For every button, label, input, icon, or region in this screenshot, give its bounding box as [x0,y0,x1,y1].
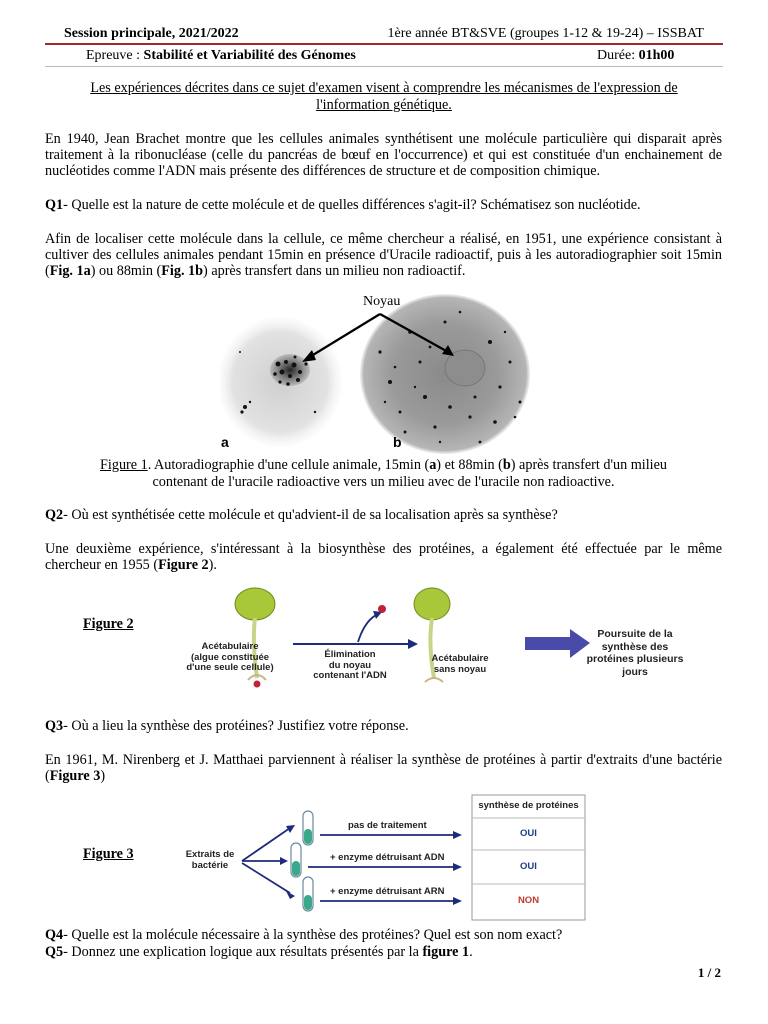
para2-text-b: ) ou 88min ( [90,263,162,280]
q3-text: - Où a lieu la synthèse des protéines? Justifiez votre réponse. [63,718,409,734]
fig1a-ref: Fig. 1a [49,263,91,280]
figure-1-caption [45,457,722,490]
caption-text-b: ) et 88min ( [436,457,503,473]
level-label: 1ère année BT&SVE (groupes 1-12 & 19-24) – ISSBAT [387,26,704,41]
intro-text: Les expériences décrites dans ce sujet d'examen visent à comprendre les mécanismes de l'expression de l'information génétique. [90,80,678,113]
figure-1-caption-title: Figure 1 [100,457,148,473]
duration-line [597,48,674,64]
fig1b-ref: Fig. 1b [161,263,204,280]
result-2: OUI [520,861,537,872]
q5-end: . [469,944,473,960]
figure-2-title: Figure 2 [83,616,134,632]
para4-text-a: En 1961, M. Nirenberg et J. Matthaei parviennent à réaliser la synthèse de protéines à partir d'extraits d'une bactérie ( [45,752,722,785]
page-number: 1 / 2 [697,965,721,980]
figure-1-autoradiography [220,292,530,454]
removal-label: Élimination du noyau contenant l'ADN [313,649,387,681]
duration-label: Durée: [597,48,639,63]
paragraph-1: En 1940, Jean Brachet montre que les cellules animales synthétisent une molécule particulière qui disparait après traitement à la ribonucléase (celle du pancréas de bœuf en l'occurrence) et qui est constituée d'un enchainement de nucléotides comme l'ADN mais présente des différences de structure et de composition chimique. [45,131,722,180]
question-5 [45,944,722,960]
result-1: OUI [520,828,537,839]
caption-line-2: contenant de l'uracile radioactive vers un milieu avec de l'uracile non radioactive. [152,473,615,490]
paragraph-2 [45,231,722,280]
figure-3-ref: Figure 3 [49,768,101,785]
noyau-label: Noyau [363,294,401,309]
header-rule [45,43,723,45]
para2-text-a: Afin de localiser cette molécule dans la cellule, ce même chercheur a réalisé, en 1951, une expérience consistant à cultiver des cellules animales pendant 15min en présence d'Uracile radioactif, puis à les autoradiographier soit 15min ( [45,231,722,280]
result-3: NON [517,895,540,906]
caption-text-a: . Autoradiographie d'une cellule animale, 15min ( [147,457,430,473]
right-acetabularia-label: Acétabulaire sans noyau [431,653,489,675]
paragraph-4 [45,752,722,784]
q2-text: - Où est synthétisée cette molécule et qu'advient-il de sa localisation après sa synthèse? [63,507,558,523]
removal-arrow [293,605,418,649]
question-4 [45,927,722,943]
para3-text-a: Une deuxième expérience, s'intéressant à la biosynthèse des protéines, a également été effectuée par le même chercheur en 1955 ( [45,541,722,574]
figure-1 [220,292,530,454]
paragraph-3 [45,541,722,573]
session-label: Session principale, 2021/2022 [64,26,239,41]
exam-title: Stabilité et Variabilité des Génomes [143,48,356,63]
figure-3 [180,793,590,923]
caption-ref-a: a [429,457,437,473]
question-3 [45,718,722,734]
para2-text-c: ) après transfert dans un milieu non radioactif. [203,263,466,280]
para3-text-b: ). [208,557,217,574]
q5-figure-ref: figure 1 [422,944,470,960]
caption-ref-b: b [502,457,511,473]
figure-2 [160,582,720,707]
q5-text: - Donnez une explication logique aux résultats présentés par la [63,944,423,960]
q2-label: Q2 [45,507,64,523]
figure-3-title: Figure 3 [83,846,134,862]
figure-1-label-a: a [221,434,229,450]
outcome-label: Poursuite de la synthèse des protéines plusieurs jours [586,628,684,678]
q4-label: Q4 [45,927,64,943]
left-acetabularia-label: Acétabulaire (algue constituée d'une seule cellule) [186,641,274,673]
q4-text: - Quelle est la molécule nécessaire à la synthèse des protéines? Quel est son nom exact? [63,927,563,943]
duration-value: 01h00 [638,48,675,63]
treatment-2: + enzyme détruisant ADN [330,852,445,863]
treatment-1: pas de traitement [348,820,427,831]
caption-text-c: ) après transfert d'un milieu [510,457,667,473]
para4-text-b: ) [100,768,106,785]
exam-prefix: Epreuve : [86,48,144,63]
figure-2-ref: Figure 2 [158,557,209,574]
treatment-3: + enzyme détruisant ARN [330,886,445,897]
source-label: Extraits de bactérie [185,849,235,871]
question-2 [45,507,722,523]
q3-label: Q3 [45,718,64,734]
q1-text: - Quelle est la nature de cette molécule et de quelles différences s'agit-il? Schématisez son nucléotide. [63,197,641,213]
q5-label: Q5 [45,944,64,960]
q1-label: Q1 [45,197,64,213]
exam-title-line [86,48,356,64]
figure-1-label-b: b [393,434,402,450]
header-rule-bottom [45,66,723,67]
question-1 [45,197,722,213]
table-header: synthèse de protéines [478,800,579,811]
